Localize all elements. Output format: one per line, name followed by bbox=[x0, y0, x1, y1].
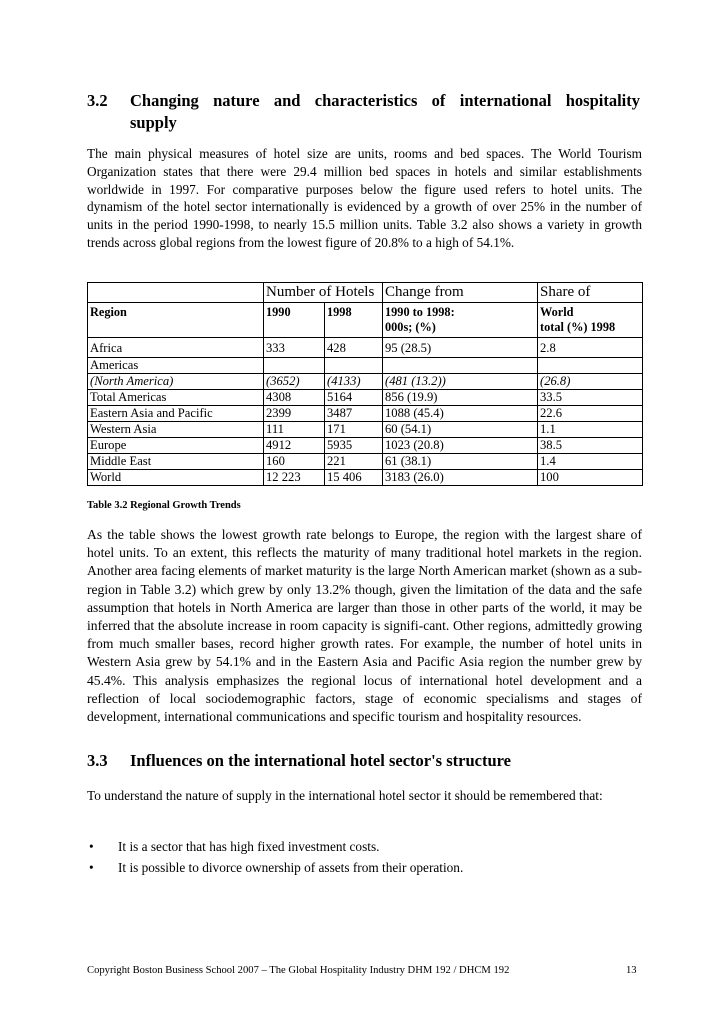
list-item-text: It is possible to divorce ownership of assets from their operation. bbox=[118, 859, 464, 875]
cell-1990: 12 223 bbox=[264, 470, 325, 486]
cell-1990: 2399 bbox=[264, 406, 325, 422]
cell-share: 38.5 bbox=[538, 438, 643, 454]
cell-region: Africa bbox=[88, 338, 264, 358]
cell-region: (North America) bbox=[88, 374, 264, 390]
cell-region: Americas bbox=[88, 358, 264, 374]
number-of-hotels-header: Number of Hotels bbox=[264, 283, 383, 303]
change-header-line1: 1990 to 1998: bbox=[385, 305, 455, 319]
cell-change: 95 (28.5) bbox=[383, 338, 538, 358]
region-header: Region bbox=[88, 303, 264, 338]
cell-change: 61 (38.1) bbox=[383, 454, 538, 470]
cell-region: Total Americas bbox=[88, 390, 264, 406]
year-1990-header: 1990 bbox=[264, 303, 325, 338]
cell-change: 1088 (45.4) bbox=[383, 406, 538, 422]
list-item bbox=[87, 859, 642, 877]
share-header-line2: total (%) 1998 bbox=[540, 320, 616, 334]
cell-1998: 5935 bbox=[325, 438, 383, 454]
cell-share: 22.6 bbox=[538, 406, 643, 422]
table-row bbox=[88, 358, 643, 374]
bullet-icon: • bbox=[89, 839, 94, 854]
table-row bbox=[88, 374, 643, 390]
table-header-row bbox=[88, 303, 643, 338]
table-row bbox=[88, 438, 643, 454]
share-header bbox=[538, 303, 643, 338]
bullet-icon: • bbox=[89, 859, 94, 875]
cell-share: 100 bbox=[538, 470, 643, 486]
cell-1998: 3487 bbox=[325, 406, 383, 422]
cell-1990 bbox=[264, 358, 325, 374]
table-header-empty bbox=[88, 283, 264, 303]
cell-1990: 4308 bbox=[264, 390, 325, 406]
table-row bbox=[88, 390, 643, 406]
cell-share: (26.8) bbox=[538, 374, 643, 390]
table-row bbox=[88, 338, 643, 358]
table-top-header-row bbox=[88, 283, 643, 303]
change-from-header: Change from bbox=[383, 283, 538, 303]
supply-bullet-list bbox=[87, 838, 642, 880]
section-3-2-heading bbox=[87, 90, 642, 134]
supply-intro-paragraph: To understand the nature of supply in the international hotel sector it should be remembered that: bbox=[87, 788, 603, 803]
year-1998-header: 1998 bbox=[325, 303, 383, 338]
table-row bbox=[88, 470, 643, 486]
cell-region: World bbox=[88, 470, 264, 486]
regional-growth-table bbox=[87, 282, 643, 486]
section-title: Influences on the international hotel sector's structure bbox=[130, 751, 511, 770]
change-header-line2: 000s; (%) bbox=[385, 320, 436, 334]
cell-1998: 171 bbox=[325, 422, 383, 438]
footer-copyright: Copyright Boston Business School 2007 – The Global Hospitality Industry DHM 192 / DHCM 192 bbox=[87, 965, 510, 976]
cell-1998: 5164 bbox=[325, 390, 383, 406]
footer-page-number: 13 bbox=[626, 965, 637, 976]
cell-1998 bbox=[325, 358, 383, 374]
section-title-line1: Changing nature and characteristics of international hospitality bbox=[130, 91, 640, 110]
cell-1998: 428 bbox=[325, 338, 383, 358]
cell-share: 2.8 bbox=[538, 338, 643, 358]
cell-region: Eastern Asia and Pacific bbox=[88, 406, 264, 422]
cell-1990: (3652) bbox=[264, 374, 325, 390]
cell-change: 60 (54.1) bbox=[383, 422, 538, 438]
cell-share: 1.1 bbox=[538, 422, 643, 438]
share-header-line1: World bbox=[540, 305, 574, 319]
cell-region: Middle East bbox=[88, 454, 264, 470]
table-row bbox=[88, 406, 643, 422]
list-item-text: It is a sector that has high fixed investment costs. bbox=[118, 839, 380, 854]
cell-share: 33.5 bbox=[538, 390, 643, 406]
cell-change: 3183 (26.0) bbox=[383, 470, 538, 486]
cell-1990: 111 bbox=[264, 422, 325, 438]
intro-paragraph: The main physical measures of hotel size are units, rooms and bed spaces. The World Tourism Organization states that there were 29.4 million bed spaces in hotels and similar establishments worldwide in 1997. For comparative purposes below the figure used refers to hotel units. The dynamism of the hotel sector internationally is evidenced by a growth of over 25% in the number of units in the period 1990-1998, to nearly 15.5 million units. Table 3.2 also shows a variety in growth trends across global regions from the lowest figure of 20.8% to a high of 54.1%. bbox=[87, 146, 642, 250]
list-item bbox=[87, 838, 642, 856]
table-caption: Table 3.2 Regional Growth Trends bbox=[87, 500, 241, 511]
analysis-paragraph: As the table shows the lowest growth rate belongs to Europe, the region with the largest share of hotel units. To an extent, this reflects the maturity of many traditional hotel markets in the region. Another area facing elements of market maturity is the large North American market (shown as a sub-region in Table 3.2) which grew by only 13.2% though, given the limitation of the data and the safe assumption that hotels in North America are larger than those in other parts of the world, it may be inferred that the absolute increase in room capacity is signifi-cant. Other regions, admittedly growing from much smaller bases, record higher growth rates. For example, the number of hotel units in Western Asia grew by 54.1% and in the Eastern Asia and Pacific Asia region the number grew by 45.4%. This analysis emphasizes the regional locus of international hotel development and a reflection of local sociodemographic factors, stage of economic specialisms and stages of development, international communications and specific tourism and hospitality resources. bbox=[87, 527, 642, 725]
cell-change: (481 (13.2)) bbox=[383, 374, 538, 390]
cell-1998: 15 406 bbox=[325, 470, 383, 486]
section-3-3-heading bbox=[87, 750, 642, 772]
cell-1990: 333 bbox=[264, 338, 325, 358]
section-title-line2: supply bbox=[130, 113, 177, 132]
cell-1990: 160 bbox=[264, 454, 325, 470]
table-row bbox=[88, 422, 643, 438]
section-number: 3.3 bbox=[87, 751, 108, 770]
cell-change: 856 (19.9) bbox=[383, 390, 538, 406]
section-number: 3.2 bbox=[87, 91, 108, 110]
cell-change bbox=[383, 358, 538, 374]
cell-change: 1023 (20.8) bbox=[383, 438, 538, 454]
cell-region: Western Asia bbox=[88, 422, 264, 438]
cell-region: Europe bbox=[88, 438, 264, 454]
cell-1998: 221 bbox=[325, 454, 383, 470]
table-row bbox=[88, 454, 643, 470]
cell-share bbox=[538, 358, 643, 374]
change-header bbox=[383, 303, 538, 338]
cell-1998: (4133) bbox=[325, 374, 383, 390]
cell-share: 1.4 bbox=[538, 454, 643, 470]
share-of-header: Share of bbox=[538, 283, 643, 303]
cell-1990: 4912 bbox=[264, 438, 325, 454]
